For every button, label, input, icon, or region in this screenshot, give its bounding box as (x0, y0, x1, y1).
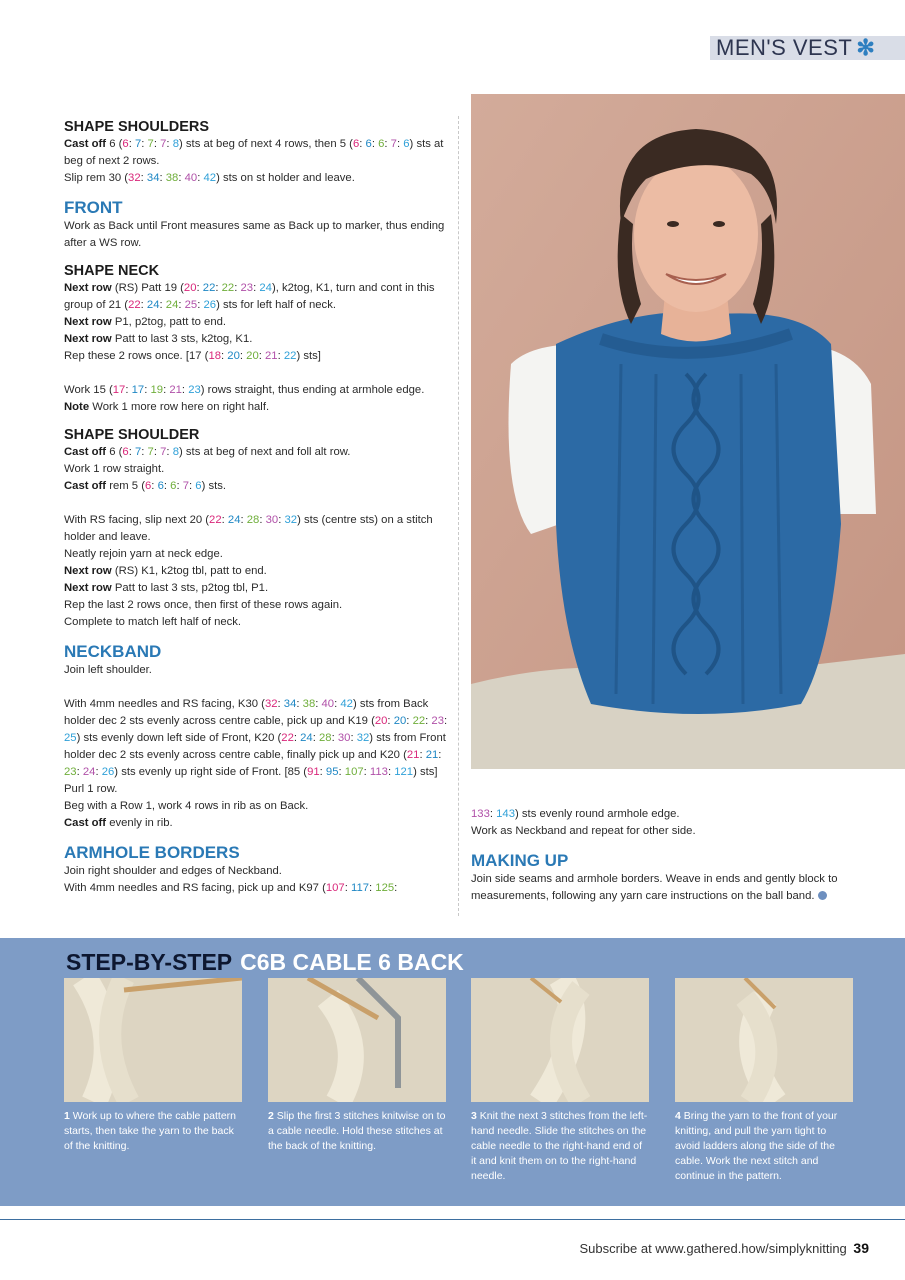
step-1 (64, 978, 242, 1154)
making-up-text (471, 871, 861, 905)
heading-neckband: NECKBAND (64, 642, 162, 661)
step-2 (268, 978, 446, 1154)
step-1-photo (64, 978, 242, 1102)
step-3 (471, 978, 649, 1184)
footer-rule (0, 1219, 905, 1220)
step-4-caption: 4 Bring the yarn to the front of your knitting, and pull the yarn tight to avoid ladders along the side of the cable. Work the next stitch and continue in the pattern. (675, 1110, 838, 1182)
section-title: MEN'S VEST (716, 35, 853, 60)
footer (579, 1240, 869, 1256)
step-3-caption: 3 Knit the next 3 stitches from the left-hand needle. Slide the stitches on the cable needle to the right-hand end of it and knit them on to the right-hand needle. (471, 1110, 648, 1182)
heading-shape-neck: SHAPE NECK (64, 263, 160, 279)
heading-front: FRONT (64, 198, 123, 217)
page-number: 39 (853, 1240, 869, 1256)
step-by-step-title (66, 948, 464, 976)
armhole-text: With 4mm needles and RS facing, pick up and K97 (107: 117: 125: (64, 882, 398, 894)
title-cable: C6B CABLE 6 BACK (240, 949, 464, 975)
pattern-column-left (64, 118, 449, 897)
neckband-text: With 4mm needles and RS facing, K30 (32: 34: 38: 40: 42) sts from Back holder dec 2 sts evenly across centre cable, pick up and K19 (20: 20: 22: 23: 25) sts evenly down left side of Front, K20 (22: 24: 28: 30: 32) sts from Front holder dec 2 sts evenly across centre cable, finally pick up and K20 (21: 21: 23: 24: 26) sts evenly up right side of Front. [85 (91: 95: 107: 113: 121) sts] Purl 1 row. Beg with a Row 1, work 4 rows in rib as on Back. Cast off evenly in rib. (64, 698, 448, 829)
heading-shape-shoulder: SHAPE SHOULDER (64, 427, 200, 443)
making-up-body: Join side seams and armhole borders. Weave in ends and gently block to measurements, following any yarn care instructions on the ball band. (471, 873, 838, 902)
pattern-column-right (471, 806, 861, 905)
knitting-photo-2 (268, 978, 446, 1102)
man-wearing-vest-illustration (471, 94, 905, 769)
model-photo (471, 94, 905, 769)
heading-armhole-borders: ARMHOLE BORDERS (64, 843, 240, 862)
heading-shape-shoulders: SHAPE SHOULDERS (64, 119, 210, 135)
star-icon: ✻ (856, 35, 876, 60)
knitting-photo-4 (675, 978, 853, 1102)
step-2-photo (268, 978, 446, 1102)
subscribe-link[interactable]: Subscribe at www.gathered.how/simplyknitting (579, 1241, 847, 1256)
column-divider (458, 116, 459, 916)
section-tag (710, 36, 905, 60)
step-3-photo (471, 978, 649, 1102)
step-4-photo (675, 978, 853, 1102)
knitting-photo-3 (471, 978, 649, 1102)
repeat-text: Work as Neckband and repeat for other side. (471, 825, 696, 837)
neckband-join-text: Join left shoulder. (64, 664, 152, 676)
step-4 (675, 978, 853, 1184)
shoulders-text: Cast off 6 (6: 7: 7: 7: 8) sts at beg of next 4 rows, then 5 (6: 6: 6: 7: 6) sts at beg of next 2 rows. Slip rem 30 (32: 34: 38: 40: 42) sts on st holder and leave. (64, 138, 444, 184)
armhole-cont-text: 133: 143) sts evenly round armhole edge. (471, 808, 680, 820)
knitting-photo-1 (64, 978, 242, 1102)
straight-rows-text: Work 15 (17: 17: 19: 21: 23) rows straight, thus ending at armhole edge. Note Work 1 more row here on right half. (64, 384, 425, 413)
title-step-by-step: STEP-BY-STEP (66, 949, 233, 975)
right-neck-text: With RS facing, slip next 20 (22: 24: 28: 30: 32) sts (centre sts) on a stitch holder and leave. Neatly rejoin yarn at neck edge. Next row (RS) K1, k2tog tbl, patt to end. Next row Patt to last 3 sts, p2tog tbl, P1. Rep the last 2 rows once, then first of these rows again. Complete to match left half of neck. (64, 514, 433, 628)
shape-shoulder-text: Cast off 6 (6: 7: 7: 7: 8) sts at beg of next and foll alt row. Work 1 row straight. Cast off rem 5 (6: 6: 6: 7: 6) sts. (64, 446, 351, 492)
step-1-caption: 1 Work up to where the cable pattern starts, then take the yarn to the back of the knitting. (64, 1110, 236, 1152)
shape-neck-text: Next row (RS) Patt 19 (20: 22: 22: 23: 24), k2tog, K1, turn and cont in this group of 21 (22: 24: 24: 25: 26) sts for left half of neck. Next row P1, p2tog, patt to end. Next row Patt to last 3 sts, k2tog, K1. Rep these 2 rows once. [17 (18: 20: 20: 21: 22) sts] (64, 282, 435, 362)
front-text: Work as Back until Front measures same as Back up to marker, thus ending after a WS row. (64, 220, 445, 249)
yarn-ball-icon (818, 891, 827, 900)
armhole-join-text: Join right shoulder and edges of Neckband. (64, 865, 282, 877)
step-2-caption: 2 Slip the first 3 stitches knitwise on to a cable needle. Hold these stitches at the back of the knitting. (268, 1110, 446, 1152)
armhole-cont-label: sts evenly round armhole edge. (521, 808, 680, 820)
heading-making-up: MAKING UP (471, 851, 569, 870)
